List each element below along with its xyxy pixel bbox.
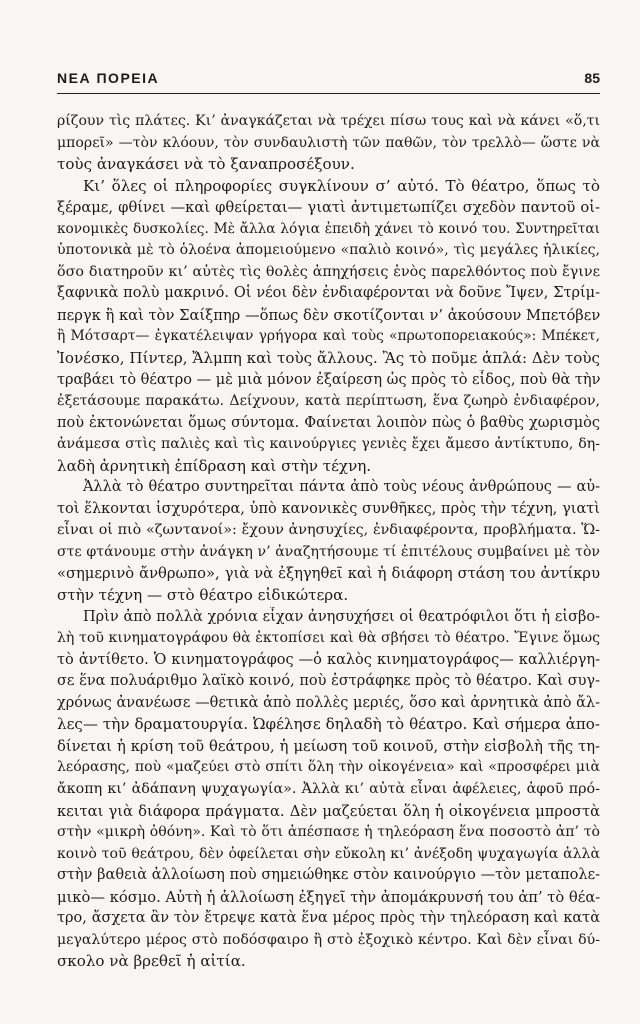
text-line: μικὸ— κόσμο. Αὐτὴ ἡ ἀλλοίωση ἐξηγεῖ τὴν ἀπομάκρυνσή του ἀπ’ τὸ θέα- xyxy=(57,888,600,906)
text-line: τοὶ ἕλκονται ἰσχυρότερα, ὑπὸ κανονικὲς συνθῆκες, πρὸς τὴν τέχνη, γιατὶ xyxy=(57,500,600,517)
text-line: λὴ τοῦ κινηματογράφου θὰ ἐκτοπίσει καὶ θὰ σβήσει τὸ θέατρο. Ἔγινε ὅμως xyxy=(57,630,600,647)
text-line: σκολο νὰ βρεθεῖ ἡ αἰτία. xyxy=(57,952,246,971)
text-line: Κι’ ὅλες οἱ πληροφορίες συγκλίνουν σ’ αὐτό. Τὸ θέατρο, ὅπως τὸ xyxy=(83,176,600,195)
text-line: ὅσο διατηροῦν κι’ αὐτὲς τὶς θολὲς ἀπηχήσεις ἑνὸς παρελθόντος ποὺ ἔγινε xyxy=(57,263,600,280)
text-line: σε ἕνα πολυάριθμο λαϊκὸ κοινό, ποὺ ἐστράφηκε πρὸς τὸ θέατρο. Καὶ συγ- xyxy=(57,673,600,690)
running-header xyxy=(57,70,600,92)
text-line: τραβάει τὸ θέατρο — μὲ μιὰ μόνον ἐξαίρεση ὡς πρὸς τὸ εἶδος, ποὺ θὰ τὴν xyxy=(57,371,600,388)
text-line: λες— τὴν δραματουργία. Ὠφέλησε δηλαδὴ τὸ θέατρο. Καὶ σήμερα ἀπο- xyxy=(57,715,600,734)
text-line: ξαφνικὰ πολὺ μακρινό. Οἱ νέοι δὲν ἐνδιαφέρονται νὰ δοῦνε Ἴψεν, Στρίμ- xyxy=(57,285,600,302)
body-text xyxy=(57,111,600,973)
text-line: ὑποτονικὰ μὲ τὸ ὁλοένα ἀπομειούμενο «παλιὸ κοινό», τὶς μεγάλες ἡλικίες, xyxy=(57,242,600,259)
text-line: λεόρασης, ποὺ «μαζεύει στὸ σπίτι ὅλη τὴν οἰκογένεια» καὶ «προσφέρει μιὰ xyxy=(57,759,600,776)
text-line: στε φτάνουμε στὴν ἀνάγκη ν’ ἀναζητήσουμε τί ἐπιτέλους συμβαίνει μὲ τὸν xyxy=(57,543,600,560)
header-rule xyxy=(57,93,600,94)
text-line: ἀνάμεσα στὶς παλιὲς καὶ τὶς καινούργιες γενιὲς ἔχει ἄμεσο ἀντίκτυπο, δη- xyxy=(57,436,600,453)
text-line: στὴν «μικρὴ ὀθόνη». Καὶ τὸ ὅτι ἀπέσπασε ἡ τηλεόραση ἕνα ποσοστὸ ἀπ’ τὸ xyxy=(57,824,600,841)
text-line: ἄκοπη κι’ ἀδάπανη ψυχαγωγία». Ἀλλὰ κι’ αὐτὰ εἶναι ἀφέλειες, ἀφοῦ πρό- xyxy=(57,780,600,797)
text-line: κοινὸ τοῦ θεάτρου, δὲν ὀφείλεται σὴν εὔκολη κι’ ἀνέξοδη ψυχαγωγία ἀλλὰ xyxy=(57,845,600,862)
text-line: τὸ ἀντίθετο. Ὁ κινηματογράφος —ὁ καλὸς κινηματογράφος— καλλιέργη- xyxy=(57,651,600,668)
text-line: χρόνως ἀνανέωσε —θετικὰ ἀπὸ πολλὲς μεριές, ὅσο καὶ ἀρνητικὰ ἀπὸ ἄλ- xyxy=(57,694,600,711)
text-line: μπορεῖ» —τὸν κλόουν, τὸν συνδαυλιστὴ τῶν παθῶν, τὸν τρελλὸ— ὥστε νὰ xyxy=(57,134,600,151)
text-line: Πρὶν ἀπὸ πολλὰ χρόνια εἶχαν ἀνησυχήσει οἱ θεατρόφιλοι ὅτι ἡ εἰσβο- xyxy=(83,608,600,625)
text-line: Ἀλλὰ τὸ θέατρο συντηρεῖται πάντα ἀπὸ τοὺς νέους ἀνθρώπους — αὐ- xyxy=(83,479,600,496)
text-line: δίνεται ἡ κρίση τοῦ θεάτρου, ἡ μείωση τοῦ κοινοῦ, στὴν εἰσβολὴ τῆς τη- xyxy=(57,737,600,755)
page-number: 85 xyxy=(584,70,600,86)
text-line: «σημερινὸ ἄνθρωπο», γιὰ νὰ ἐξηγηθεῖ καὶ ἡ διάφορη στάση του ἀντίκρυ xyxy=(57,565,600,583)
text-line: τρο, ἄσχετα ἂν τὸν ἔτρεψε κατὰ ἕνα μέρος πρὸς τὴν τηλεόραση καὶ κατὰ xyxy=(57,910,600,927)
journal-title: ΝΕΑ ΠΟΡΕΙΑ xyxy=(57,70,160,86)
text-line: τοὺς ἀναγκάσει νὰ τὸ ξαναπροσέξουν. xyxy=(57,155,355,174)
text-line: κειται γιὰ διάφορα πράγματα. Δὲν μαζεύεται ὅλη ἡ οἰκογένεια μπροστὰ xyxy=(57,802,600,820)
text-line: στὴν τέχνη — στὸ θέατρο εἰδικώτερα. xyxy=(57,586,349,605)
text-line: μεγαλύτερο μέρος στὸ ποδόσφαιρο ἢ στὸ ἐξοχικὸ κέντρο. Καὶ δὲν εἶναι δύ- xyxy=(57,931,600,948)
text-line: ἢ Μότσαρτ— ἐγκατέλειψαν γρήγορα καὶ τοὺς «πρωτοπορειακούς»: Μπέκετ, xyxy=(57,328,600,345)
text-line: στὴν βαθειὰ ἀλλοίωση ποὺ σημειώθηκε στὸν καινούργιο —τὸν μεταπολε- xyxy=(57,867,600,884)
text-line: ξέραμε, φθίνει —καὶ φθείρεται— γιατὶ ἀντιμετωπίζει σχεδὸν παντοῦ οἰ- xyxy=(57,199,600,217)
text-line: κονομικὲς δυσκολίες. Μὲ ἄλλα λόγια ἐπειδὴ χάνει τὸ κοινό του. Συντηρεῖται xyxy=(57,220,600,237)
text-line: περγκ ἢ καὶ τὸν Σαίξπηρ —ὅπως δὲν σκοτίζονται ν’ ἀκούσουν Μπετόβεν xyxy=(57,306,600,324)
text-line: λαδὴ ἀρνητικὴ ἐπίδραση καὶ στὴν τέχνη. xyxy=(57,456,372,475)
text-line: Ἰονέσκο, Πίντερ, Ἄλμπη καὶ τοὺς ἄλλους. Ἂς τὸ ποῦμε ἁπλά: Δὲν τοὺς xyxy=(57,349,600,368)
text-line: ρίζουν τὶς πλάτες. Κι’ ἀναγκάζεται νὰ τρέχει πίσω τους καὶ νὰ κάνει «ὅ,τι xyxy=(57,113,600,129)
text-line: ἐξετάσουμε παρακάτω. Δείχνουν, κατὰ περίπτωση, ἕνα ζωηρὸ ἐνδιαφέρον, xyxy=(57,393,600,410)
text-line: ποὺ ἐκτονώνεται ὅμως σύντομα. Φαίνεται λοιπὸν πὼς ὁ βαθὺς χωρισμὸς xyxy=(57,414,600,431)
text-line: εἶναι οἱ πιὸ «ζωντανοί»: ἔχουν ἀνησυχίες, ἐνδιαφέροντα, προβλήματα. Ὥ- xyxy=(57,522,600,539)
